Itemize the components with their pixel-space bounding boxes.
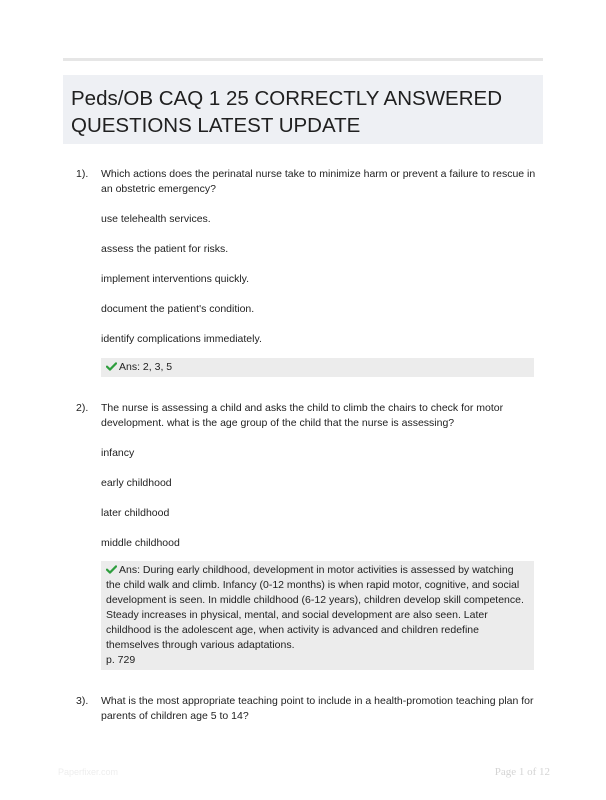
option-1: infancy <box>101 447 135 459</box>
top-divider <box>63 58 543 61</box>
page-number: Page 1 of 12 <box>494 766 550 778</box>
question-text: The nurse is assessing a child and asks the child to climb the chairs to check for motor development. what is the age group of the child that the nurse is assessing? <box>101 402 504 429</box>
question-number: 1). <box>76 168 89 180</box>
option-4: middle childhood <box>101 537 180 549</box>
option-3: later childhood <box>101 507 170 519</box>
answer-box <box>101 358 534 377</box>
page-title: Peds/OB CAQ 1 25 CORRECTLY ANSWERED QUESTIONS LATEST UPDATE <box>71 87 503 137</box>
option-1: use telehealth services. <box>101 213 211 225</box>
question-number: 3). <box>76 695 89 707</box>
option-2: early childhood <box>101 477 172 489</box>
check-icon <box>106 565 117 574</box>
check-icon <box>106 362 117 371</box>
question-text: Which actions does the perinatal nurse take to minimize harm or prevent a failure to rescue in an obstetric emergency? <box>101 168 536 195</box>
question-number: 2). <box>76 402 89 414</box>
option-4: document the patient's condition. <box>101 303 255 315</box>
question-text: What is the most appropriate teaching point to include in a health-promotion teaching plan for parents of children age 5 to 14? <box>101 695 534 722</box>
answer-text: Ans: 2, 3, 5 <box>119 361 173 373</box>
title-banner <box>63 75 543 144</box>
option-2: assess the patient for risks. <box>101 243 229 255</box>
option-3: implement interventions quickly. <box>101 273 250 285</box>
answer-text: Ans: During early childhood, development in motor activities is assessed by watching the child walk and climb. Infancy (0-12 months) is when rapid motor, cognitive, and social development is seen. In middle childhood (6-12 years), children develop skill competence. Steady increases in physical, mental, and social development are also seen. Later childhood is the adolescent age, when activity is advanced and children redefine themselves through various adaptations. <box>106 564 524 651</box>
option-5: identify complications immediately. <box>101 333 262 345</box>
page-reference: p. 729 <box>106 654 136 666</box>
answer-box <box>101 561 534 670</box>
footer-watermark: Paperfixer.com <box>58 767 119 777</box>
